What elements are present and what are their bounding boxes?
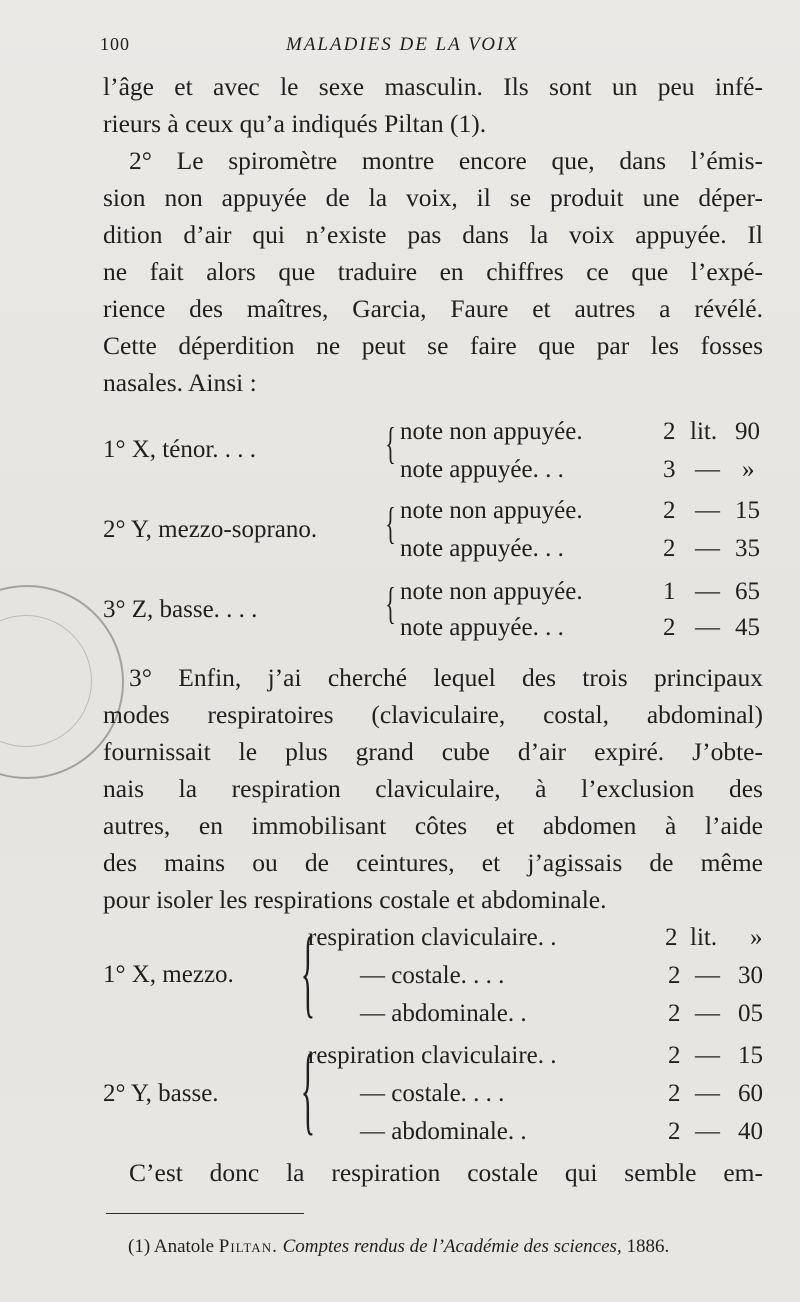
closing-line [103, 1158, 763, 1195]
table1-desc: note non appuyée. [400, 418, 583, 445]
table1-value: 3 [663, 456, 676, 483]
table2-label: 2° Y, basse. [103, 1080, 219, 1107]
brace: { [300, 1033, 316, 1144]
table2-desc: — costale. . . . [360, 962, 505, 989]
brace: { [385, 499, 396, 548]
table1-desc: note non appuyée. [400, 497, 583, 524]
table1-value: 35 [735, 535, 760, 562]
table1-label: 2° Y, mezzo-soprano. [103, 516, 318, 543]
table1-label: 1° X, ténor. . . . [103, 436, 257, 463]
table1-sep: — [695, 578, 720, 605]
table1-value: 45 [735, 614, 760, 641]
table1-value: 2 [663, 614, 676, 641]
footnote-marker: (1) [128, 1236, 151, 1257]
table2-desc: — abdominale. . [360, 1000, 527, 1027]
table2-value: 2 [668, 1118, 681, 1145]
table1-sep: — [695, 535, 720, 562]
table1-desc: note appuyée. . . [400, 535, 564, 562]
text-line: C’est donc la respiration costale qui semble em- [129, 1158, 763, 1187]
table2-value: 40 [738, 1118, 763, 1145]
table1-sep: lit. [690, 418, 718, 445]
brace: { [300, 916, 316, 1027]
footnote-author-first: Anatole [153, 1236, 215, 1257]
brace: { [385, 579, 396, 628]
table1-sep: — [695, 614, 720, 641]
text-line: l’âge et avec le sexe masculin. Ils sont un peu infé- [103, 72, 763, 101]
text-line: dition d’air qui n’existe pas dans la voix appuyée. Il [103, 220, 763, 249]
text-line: nasales. Ainsi : [103, 368, 257, 397]
text-line: des mains ou de ceintures, et j’agissais de même [103, 848, 763, 877]
table1-label: 3° Z, basse. . . . [103, 596, 258, 623]
paragraph-2 [103, 142, 763, 401]
text-line: Cette déperdition ne peut se faire que par les fosses [103, 331, 763, 360]
table2-sep: — [695, 1042, 720, 1069]
table2-desc: respiration claviculaire. . [308, 924, 557, 951]
table1-sep: — [695, 497, 720, 524]
table1-value: 2 [663, 497, 676, 524]
running-title: MALADIES DE LA VOIX [286, 34, 519, 55]
text-line: nais la respiration claviculaire, à l’exclusion des [103, 774, 763, 803]
text-line: 2° Le spiromètre montre encore que, dans l’émis- [129, 146, 763, 175]
table2-sep: — [695, 1000, 720, 1027]
footnote-work: Comptes rendus de l’Académie des sciences, [282, 1236, 622, 1257]
table2-label: 1° X, mezzo. [103, 961, 234, 988]
text-line: pour isoler les respirations costale et abdominale. [103, 885, 607, 914]
table2-desc: — costale. . . . [360, 1080, 505, 1107]
table2-sep: — [695, 962, 720, 989]
table1-desc: note non appuyée. [400, 578, 583, 605]
table2-desc: respiration claviculaire. . [308, 1042, 557, 1069]
text-line: ne fait alors que traduire en chiffres ce que l’expé- [103, 257, 763, 286]
table2-value: 2 [668, 1080, 681, 1107]
table1-desc: note appuyée. . . [400, 456, 564, 483]
table2-value: 05 [738, 1000, 763, 1027]
text-line: modes respiratoires (claviculaire, costal, abdominal) [103, 700, 763, 729]
table1-value: 90 [735, 418, 760, 445]
table1-value: 65 [735, 578, 760, 605]
table1-sep: — [695, 456, 720, 483]
table1-desc: note appuyée. . . [400, 614, 564, 641]
footnote-author-last: Piltan. [218, 1236, 278, 1257]
table2-value: 2 [668, 962, 681, 989]
table2-sep: — [695, 1080, 720, 1107]
table2-sep: — [695, 1118, 720, 1145]
footnote-rule [106, 1213, 304, 1214]
paragraph-1 [103, 68, 763, 142]
table1-value: 2 [663, 535, 676, 562]
text-line: fournissait le plus grand cube d’air expiré. J’obte- [103, 737, 763, 766]
table2-value: » [750, 924, 763, 951]
table2-value: 2 [665, 924, 678, 951]
table1-value: 1 [663, 578, 676, 605]
table2-sep: lit. [690, 924, 718, 951]
footnote [128, 1236, 669, 1258]
text-line: rience des maîtres, Garcia, Faure et autres a révélé. [103, 294, 763, 323]
table1-value: 2 [663, 418, 676, 445]
table2-value: 2 [668, 1042, 681, 1069]
text-line: sion non appuyée de la voix, il se produit une déper- [103, 183, 763, 212]
text-line: autres, en immobilisant côtes et abdomen à l’aide [103, 811, 763, 840]
table2-value: 60 [738, 1080, 763, 1107]
text-line: 3° Enfin, j’ai cherché lequel des trois principaux [129, 663, 763, 692]
table2-value: 30 [738, 962, 763, 989]
table2-desc: — abdominale. . [360, 1118, 527, 1145]
footnote-year: 1886. [626, 1236, 670, 1257]
table2-value: 2 [668, 1000, 681, 1027]
page-number: 100 [100, 34, 130, 54]
table2-value: 15 [738, 1042, 763, 1069]
brace: { [385, 419, 396, 468]
table1-value: 15 [735, 497, 760, 524]
paragraph-3 [103, 659, 763, 918]
table1-value: » [742, 456, 755, 483]
text-line: rieurs à ceux qu’a indiqués Piltan (1). [103, 109, 487, 138]
